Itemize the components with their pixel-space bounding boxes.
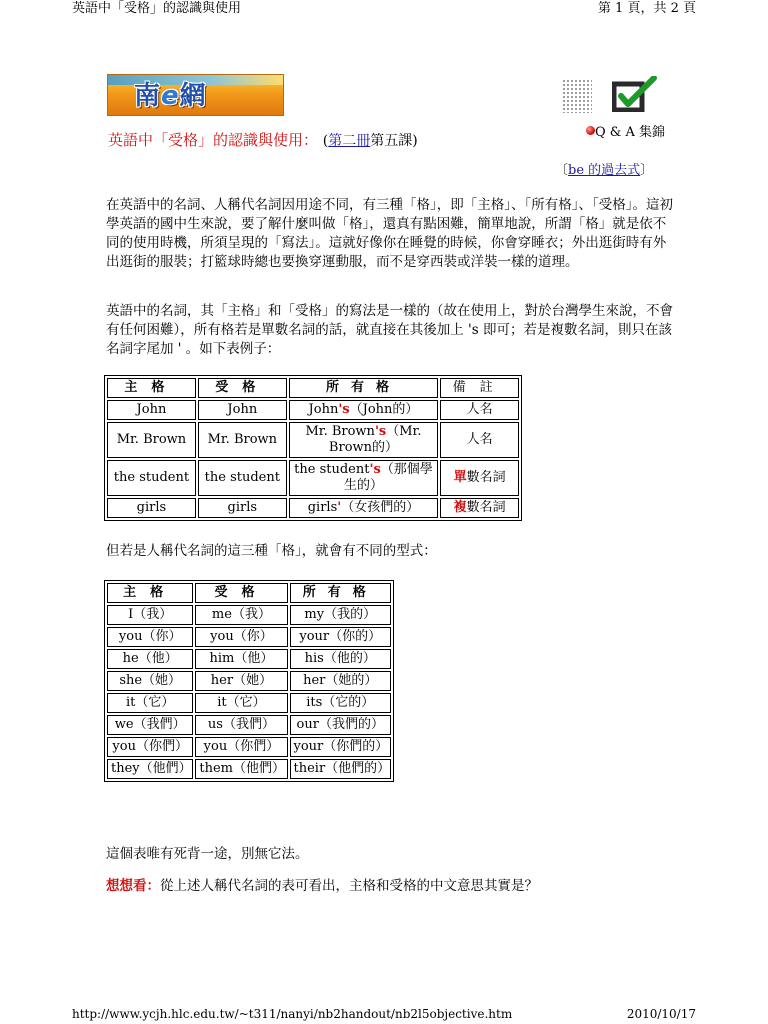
think-label: 想想看： xyxy=(106,878,160,894)
cell-possessive xyxy=(289,400,438,420)
cell-subject: the student xyxy=(107,460,196,496)
table-row xyxy=(107,460,519,496)
header-object: 受格 xyxy=(195,583,287,603)
cell-subject: you（你） xyxy=(107,627,193,647)
table-row xyxy=(107,498,519,518)
poss-marker: 's xyxy=(338,402,350,417)
cell-object: girls xyxy=(198,498,287,518)
cell-possessive: your（你們的） xyxy=(290,737,391,757)
cell-object: you（你們） xyxy=(195,737,287,757)
note-text: 人名 xyxy=(466,402,493,417)
header-subject: 主格 xyxy=(107,583,193,603)
cell-object: us（我們） xyxy=(195,715,287,735)
cell-object: you（你） xyxy=(195,627,287,647)
red-bullet-icon xyxy=(586,126,595,135)
cell-subject: it（它） xyxy=(107,693,193,713)
think-question xyxy=(106,877,674,896)
be-past-tense-link[interactable]: be 的過去式 xyxy=(568,163,641,178)
table-header-row xyxy=(107,583,391,603)
poss-meaning: （John的） xyxy=(349,402,419,417)
cell-possessive: your（你的） xyxy=(290,627,391,647)
cell-subject: they（他們） xyxy=(107,759,193,779)
cell-note xyxy=(440,498,519,518)
logo-text-b: 網 xyxy=(179,81,207,111)
cell-note xyxy=(440,460,519,496)
cell-object: them（他們） xyxy=(195,759,287,779)
poss-marker: 's xyxy=(369,462,381,477)
qa-collection-link[interactable] xyxy=(586,124,666,142)
print-header-title: 英語中「受格」的認識與使用 xyxy=(72,1,242,16)
be-bracket-close: 〕 xyxy=(640,163,654,178)
cell-object: Mr. Brown xyxy=(198,422,287,458)
print-header-page-info: 第 1 頁，共 2 頁 xyxy=(597,1,696,16)
noun-case-table xyxy=(104,375,522,521)
table-row xyxy=(107,649,391,669)
pronoun-case-table xyxy=(104,580,394,782)
think-text: 從上述人稱代名詞的表可看出，主格和受格的中文意思其實是？ xyxy=(160,878,538,894)
poss-meaning: （Mr. Brown的） xyxy=(328,424,422,455)
note-text: 人名 xyxy=(466,432,493,447)
noun-case-paragraph: 英語中的名詞，其「主格」和「受格」的寫法是一樣的（故在使用上，對於台灣學生來說，不會有任何困難），所有格若是單數名詞的話，就直接在其後加上 's 即可；若是複數名詞，則只在該名詞字尾加 ' 。如下表例子： xyxy=(106,303,673,357)
poss-word: Mr. Brown xyxy=(305,424,375,439)
poss-word: girls xyxy=(307,500,338,515)
cell-subject: Mr. Brown xyxy=(107,422,196,458)
lesson-book-link[interactable]: 第二冊 xyxy=(328,133,371,149)
cell-subject: John xyxy=(107,400,196,420)
note-marker: 複 xyxy=(453,500,467,515)
cell-object: me（我） xyxy=(195,605,287,625)
cell-object: him（他） xyxy=(195,649,287,669)
cell-subject: you（你們） xyxy=(107,737,193,757)
poss-word: John xyxy=(308,402,339,417)
checkmark-box-icon[interactable] xyxy=(612,76,658,112)
print-footer-date: 2010/10/17 xyxy=(626,1007,696,1021)
note-marker: 單 xyxy=(453,470,467,485)
cell-possessive xyxy=(289,460,438,496)
intro-paragraph: 在英語中的名詞、人稱代名詞因用途不同，有三種「格」，即「主格」、「所有格」、「受格」。這初學英語的國中生來說，要了解什麼叫做「格」，還真有點困難，簡單地說，所謂「格」就是依不同的使用時機，所須呈現的「寫法」。這就好像你在睡覺的時候，你會穿睡衣；外出逛街時有外出逛街的服裝；打籃球時總也要換穿運動服，而不是穿西裝或洋裝一樣的道理。 xyxy=(106,197,673,270)
poss-word: the student xyxy=(294,462,370,477)
lesson-open: ( xyxy=(322,133,329,149)
cell-object: John xyxy=(198,400,287,420)
cell-note xyxy=(440,422,519,458)
header-possessive: 所有格 xyxy=(290,583,391,603)
header-object: 受格 xyxy=(198,378,287,398)
note-text: 數名詞 xyxy=(466,500,506,515)
cell-subject: he（他） xyxy=(107,649,193,669)
cell-subject: girls xyxy=(107,498,196,518)
cell-possessive: her（她的） xyxy=(290,671,391,691)
logo-text-e: e xyxy=(161,81,180,111)
table-row xyxy=(107,400,519,420)
cell-object: the student xyxy=(198,460,287,496)
cell-subject: I（我） xyxy=(107,605,193,625)
cell-possessive: my（我的） xyxy=(290,605,391,625)
dotted-pattern xyxy=(562,79,592,113)
cell-possessive: his（他的） xyxy=(290,649,391,669)
page-title xyxy=(108,130,418,151)
poss-marker: 's xyxy=(374,424,387,439)
header-possessive: 所有格 xyxy=(289,378,438,398)
table-row xyxy=(107,693,391,713)
poss-marker: ' xyxy=(337,500,342,515)
header-note: 備註 xyxy=(440,378,519,398)
qa-label: Q & A 集錦 xyxy=(595,125,666,140)
poss-meaning: （那個學生的） xyxy=(343,462,433,493)
cell-possessive xyxy=(289,422,438,458)
table-row xyxy=(107,715,391,735)
table-row xyxy=(107,759,391,779)
page-title-text: 英語中「受格」的認識與使用： xyxy=(108,131,319,149)
cell-possessive: our（我們的） xyxy=(290,715,391,735)
header-subject: 主格 xyxy=(107,378,196,398)
cell-note xyxy=(440,400,519,420)
table-row xyxy=(107,422,519,458)
cell-object: her（她） xyxy=(195,671,287,691)
be-bracket-open: 〔 xyxy=(555,163,569,178)
site-logo[interactable] xyxy=(107,74,284,116)
logo-text xyxy=(134,81,207,111)
cell-subject: she（她） xyxy=(107,671,193,691)
table-row xyxy=(107,737,391,757)
table-header-row xyxy=(107,378,519,398)
cell-subject: we（我們） xyxy=(107,715,193,735)
table-row xyxy=(107,671,391,691)
memorize-note: 這個表唯有死背一途，別無它法。 xyxy=(106,846,309,862)
print-footer-url: http://www.ycjh.hlc.edu.tw/~t311/nanyi/nb2handout/nb2l5objective.htm xyxy=(72,1007,513,1021)
be-past-tense-ref xyxy=(555,162,653,180)
note-text: 數名詞 xyxy=(466,470,506,485)
logo-text-a: 南 xyxy=(134,81,162,111)
cell-possessive: their（他們的） xyxy=(290,759,391,779)
cell-possessive xyxy=(289,498,438,518)
cell-possessive: its（它的） xyxy=(290,693,391,713)
poss-meaning: （女孩們的） xyxy=(341,500,420,515)
cell-object: it（它） xyxy=(195,693,287,713)
table-row xyxy=(107,627,391,647)
lesson-ref xyxy=(323,133,418,149)
table-row xyxy=(107,605,391,625)
pronoun-intro-paragraph: 但若是人稱代名詞的這三種「格」，就會有不同的型式： xyxy=(106,543,437,559)
lesson-rest: 第五課) xyxy=(370,133,418,149)
